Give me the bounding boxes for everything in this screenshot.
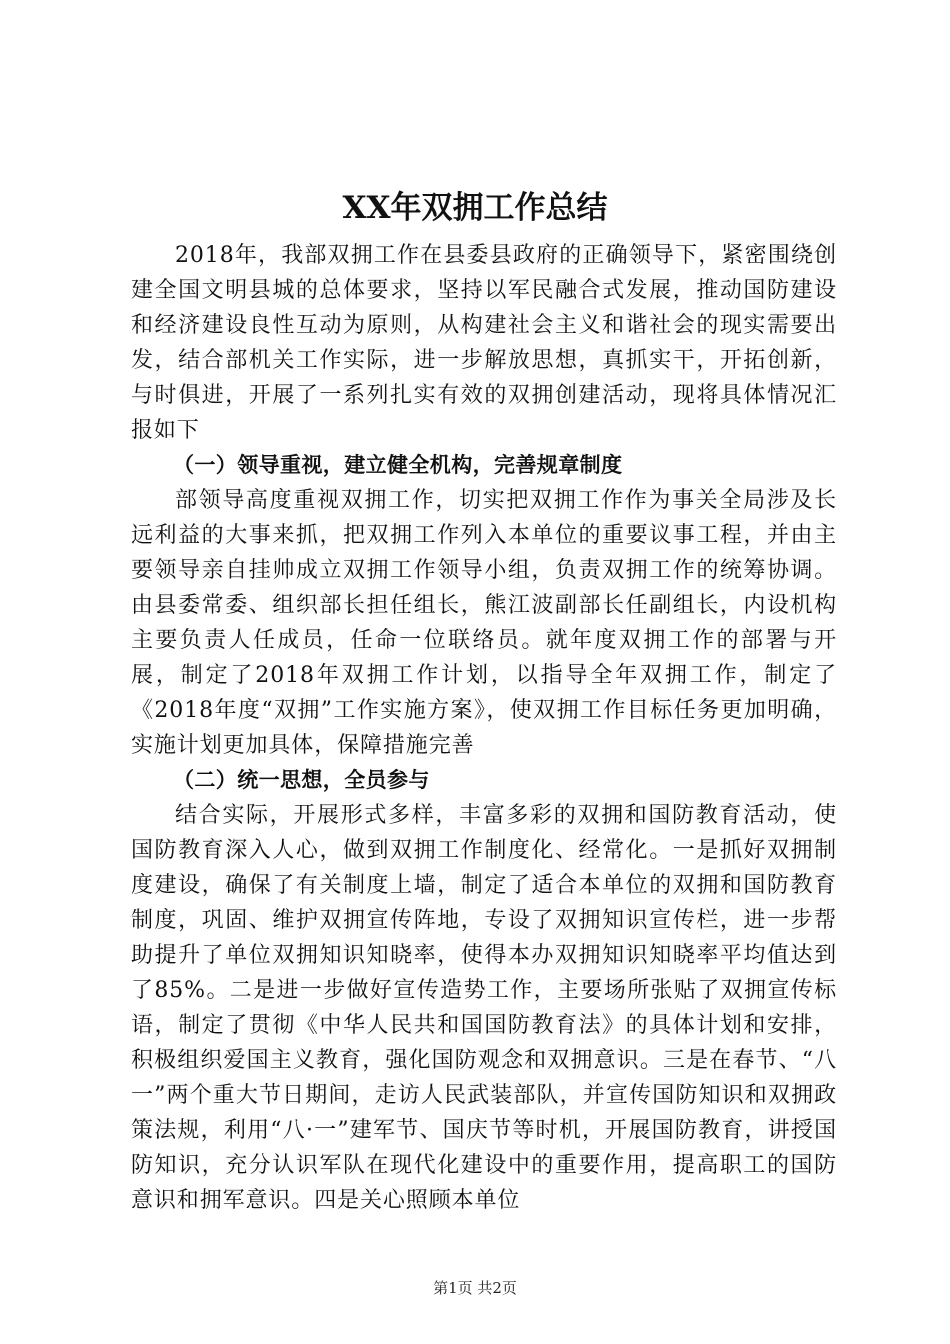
section-2: [131, 763, 837, 1218]
page-number-footer: 第1页 共2页: [433, 1279, 517, 1297]
section-heading: （二）统一思想，全员参与: [173, 768, 430, 792]
intro-paragraph: 2018年，我部双拥工作在县委县政府的正确领导下，紧密围绕创建全国文明县城的总体要求，坚持以军民融合式发展，推动国防建设和经济建设良性互动为原则，从构建社会主义和谐社会的现实需要出发，结合部机关工作实际，进一步解放思想，真抓实干，开拓创新，与时俱进，开展了一系列扎实有效的双拥创建活动，现将具体情况汇报如下: [131, 243, 837, 443]
section-paragraph: 结合实际，开展形式多样，丰富多彩的双拥和国防教育活动，使国防教育深入人心，做到双拥工作制度化、经常化。一是抓好双拥制度建设，确保了有关制度上墙，制定了适合本单位的双拥和国防教育制度，巩固、维护双拥宣传阵地，专设了双拥知识宣传栏，进一步帮助提升了单位双拥知识知晓率，使得本办双拥知识知晓率平均值达到了85%。二是进一步做好宣传造势工作，主要场所张贴了双拥宣传标语，制定了贯彻《中华人民共和国国防教育法》的具体计划和安排，积极组织爱国主义教育，强化国防观念和双拥意识。三是在春节、“八一”两个重大节日期间，走访人民武装部队，并宣传国防知识和双拥政策法规，利用“八·一”建军节、国庆节等时机，开展国防教育，讲授国防知识，充分认识军队在现代化建设中的重要作用，提高职工的国防意识和拥军意识。四是关心照顾本单位: [131, 803, 837, 1213]
section-1: [131, 448, 837, 763]
document-body: [131, 238, 837, 1218]
document-title: XX年双拥工作总结: [342, 190, 608, 226]
section-heading: （一）领导重视，建立健全机构，完善规章制度: [173, 453, 623, 477]
section-paragraph: 部领导高度重视双拥工作，切实把双拥工作作为事关全局涉及长远利益的大事来抓，把双拥工作列入本单位的重要议事工程，并由主要领导亲自挂帅成立双拥工作领导小组，负责双拥工作的统筹协调。由县委常委、组织部长担任组长，熊江波副部长任副组长，内设机构主要负责人任成员，任命一位联络员。就年度双拥工作的部署与开展，制定了2018年双拥工作计划，以指导全年双拥工作，制定了《2018年度“双拥”工作实施方案》，使双拥工作目标任务更加明确，实施计划更加具体，保障措施完善: [131, 488, 837, 758]
